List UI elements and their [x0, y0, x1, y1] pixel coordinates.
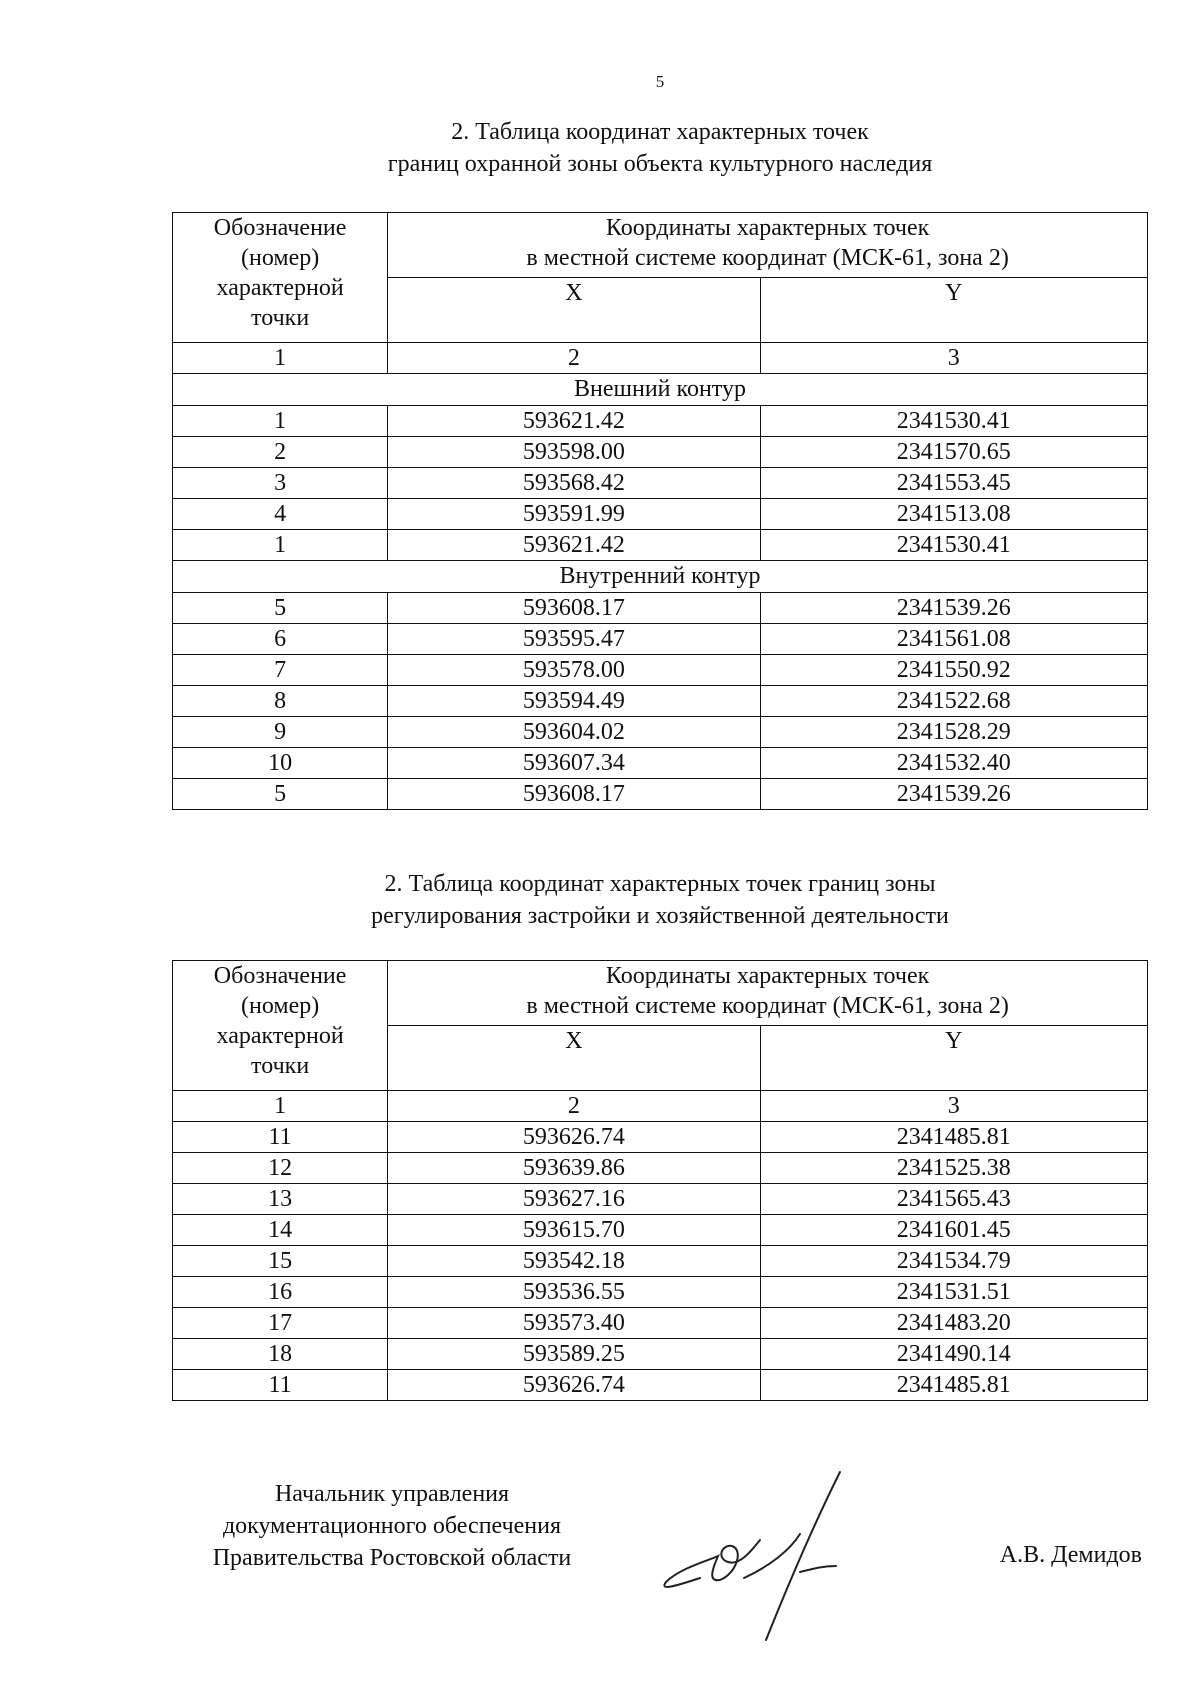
table-row: 1 593621.42 2341530.41 — [173, 530, 1148, 561]
table-row: 11 593626.74 2341485.81 — [173, 1122, 1148, 1153]
header-y: Y — [760, 1026, 1147, 1091]
position-line2: документационного обеспечения — [222, 1513, 562, 1539]
table-row: 15 593542.18 2341534.79 — [173, 1246, 1148, 1277]
signatory-name: А.В. Демидов — [999, 1542, 1142, 1568]
header-x: X — [388, 278, 760, 343]
header-number-3: 3 — [760, 343, 1147, 374]
table2-title-line2: регулирования застройки и хозяйственной деятельности — [371, 903, 949, 929]
section-inner-contour: Внутренний контур — [173, 561, 1148, 593]
table-row: 1 593621.42 2341530.41 — [173, 406, 1148, 437]
position-line1: Начальник управления — [274, 1481, 510, 1507]
table-row: 6 593595.47 2341561.08 — [173, 624, 1148, 655]
coordinates-table-regulation-zone — [172, 960, 1148, 1401]
header-x: X — [388, 1026, 760, 1091]
table-row: 11 593626.74 2341485.81 — [173, 1370, 1148, 1401]
table-row: 3 593568.42 2341553.45 — [173, 468, 1148, 499]
table-row: 5 593608.17 2341539.26 — [173, 593, 1148, 624]
coordinates-table-protection-zone — [172, 212, 1148, 810]
header-point-designation: Обозначение (номер) характерной точки — [173, 213, 388, 343]
table-row: 5 593608.17 2341539.26 — [173, 779, 1148, 810]
table-row: 13 593627.16 2341565.43 — [173, 1184, 1148, 1215]
header-number-1: 1 — [173, 1091, 388, 1122]
table-row: 8 593594.49 2341522.68 — [173, 686, 1148, 717]
table1-title-line1: 2. Таблица координат характерных точек — [451, 119, 869, 145]
table-row: 16 593536.55 2341531.51 — [173, 1277, 1148, 1308]
table-row: 7 593578.00 2341550.92 — [173, 655, 1148, 686]
table1-title-line2: границ охранной зоны объекта культурного наследия — [387, 151, 933, 177]
signatory-position — [172, 1478, 612, 1574]
position-line3: Правительства Ростовской области — [212, 1545, 572, 1571]
table-row: 12 593639.86 2341525.38 — [173, 1153, 1148, 1184]
header-point-designation: Обозначение (номер) характерной точки — [173, 961, 388, 1091]
table-row: 9 593604.02 2341528.29 — [173, 717, 1148, 748]
table-row: 4 593591.99 2341513.08 — [173, 499, 1148, 530]
header-number-2: 2 — [388, 1091, 760, 1122]
table-row: 14 593615.70 2341601.45 — [173, 1215, 1148, 1246]
header-number-1: 1 — [173, 343, 388, 374]
table-row: 17 593573.40 2341483.20 — [173, 1308, 1148, 1339]
table-row: 10 593607.34 2341532.40 — [173, 748, 1148, 779]
header-coordinates: Координаты характерных точек в местной системе координат (МСК-61, зона 2) — [388, 961, 1148, 1026]
header-coordinates: Координаты характерных точек в местной системе координат (МСК-61, зона 2) — [388, 213, 1148, 278]
header-number-3: 3 — [760, 1091, 1147, 1122]
table1-title — [172, 116, 1148, 180]
page-number: 5 — [655, 72, 665, 91]
handwritten-signature — [640, 1470, 930, 1650]
table-row: 2 593598.00 2341570.65 — [173, 437, 1148, 468]
header-y: Y — [760, 278, 1147, 343]
header-number-2: 2 — [388, 343, 760, 374]
table-row: 18 593589.25 2341490.14 — [173, 1339, 1148, 1370]
table2-title-line1: 2. Таблица координат характерных точек границ зоны — [384, 871, 936, 897]
table2-title — [172, 868, 1148, 932]
section-outer-contour: Внешний контур — [173, 374, 1148, 406]
